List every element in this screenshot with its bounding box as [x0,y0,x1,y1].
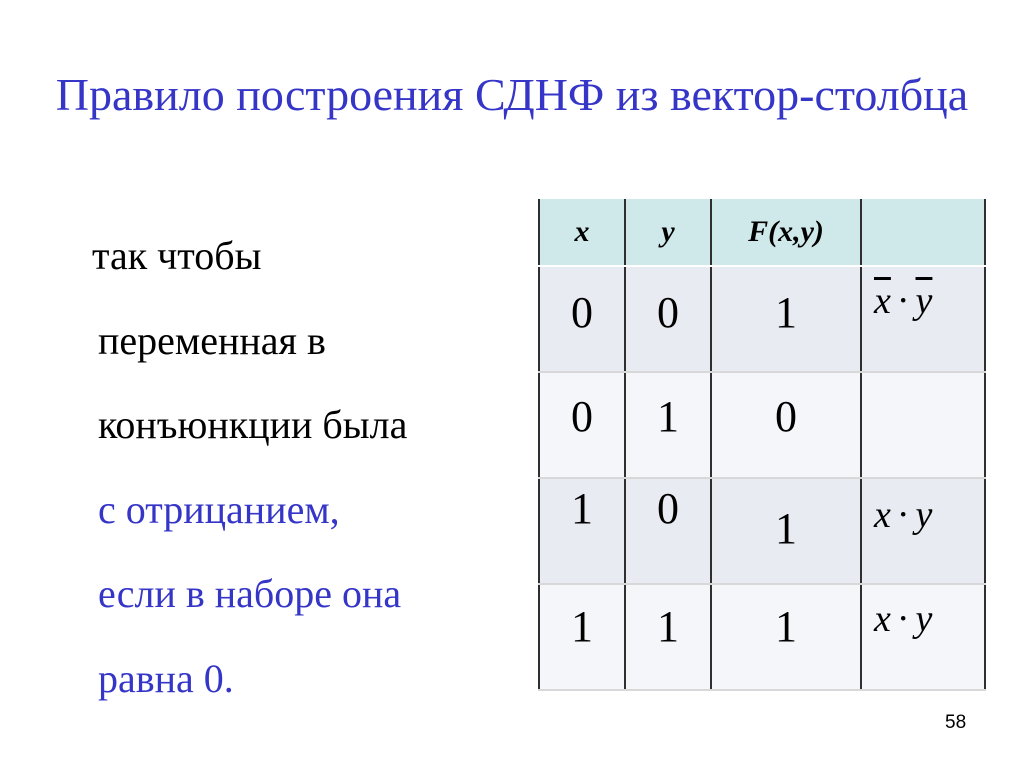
cell-y: 0 [657,484,679,533]
cell-f: 0 [775,392,797,441]
slide-title: Правило построения СДНФ из вектор-столбца [55,69,969,120]
table-row [539,584,985,690]
body-text [88,214,407,722]
header-term [861,199,985,266]
cell-term [862,585,984,641]
cell-y: 1 [657,602,679,651]
header-x: x [539,199,625,266]
header-y: y [625,199,711,266]
cell-term [862,267,984,323]
term-var-y: $\overline{y}$ [915,280,933,322]
term-dot: · [896,280,910,322]
header-f: F(x,y) [711,199,861,266]
cell-x: 1 [571,602,593,651]
table-row [539,266,985,372]
term-var-y: y [915,598,933,640]
term-dot: · [896,494,910,536]
term-var-x: x [874,598,891,640]
cell-y: 1 [657,392,679,441]
truth-table [538,199,986,691]
text-line-6: равна 0. [98,655,234,701]
cell-x: 1 [571,484,593,533]
table-header-row [539,199,985,266]
table-row [539,372,985,478]
cell-term [862,479,984,537]
cell-y: 0 [657,288,679,337]
text-line-4: с отрицанием, [98,486,340,532]
text-line-2: переменная в [98,317,326,363]
cell-f: 1 [775,288,797,337]
table-row [539,478,985,584]
text-line-3: конъюнкции была [98,402,408,448]
term-var-y: y [915,494,933,536]
text-line-1: так чтобы [92,233,262,278]
cell-f: 1 [775,504,797,553]
page-number: 58 [945,712,967,733]
term-dot: · [896,598,910,640]
term-var-x: $\overline{x}$ [874,280,891,322]
cell-f: 1 [775,602,797,651]
cell-x: 0 [571,392,593,441]
term-var-x: x [874,494,891,536]
cell-x: 0 [571,288,593,337]
text-line-5: если в наборе она [98,571,402,617]
